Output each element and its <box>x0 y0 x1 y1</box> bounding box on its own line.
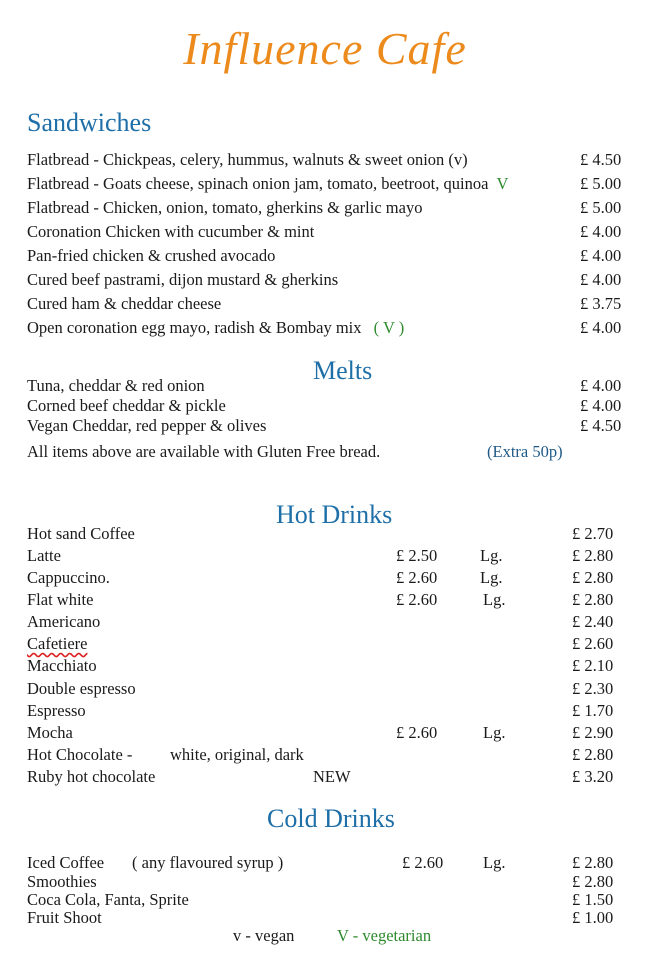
menu-item: Hot Chocolate - <box>27 745 133 764</box>
price: £ 5.00 <box>580 174 622 193</box>
section-heading-hot-drinks: Hot Drinks <box>276 500 393 529</box>
menu-item: Ruby hot chocolate <box>27 767 156 786</box>
price: £ 4.00 <box>580 376 622 395</box>
price: £ 2.60 <box>572 634 614 653</box>
menu-item: Espresso <box>27 701 86 720</box>
menu-item: Corned beef cheddar & pickle <box>27 396 226 415</box>
menu-item: Cafetiere <box>27 634 88 653</box>
menu-item: Flat white <box>27 590 94 609</box>
price: £ 3.75 <box>580 294 622 313</box>
menu-item: Pan-fried chicken & crushed avocado <box>27 246 276 265</box>
large-label: Lg. <box>483 590 506 609</box>
menu-item: Hot sand Coffee <box>27 524 135 543</box>
regular-price: £ 2.60 <box>396 723 438 742</box>
price: £ 2.80 <box>572 546 614 565</box>
legend-vegan: v - vegan <box>233 926 295 945</box>
price: £ 4.00 <box>580 318 622 337</box>
menu-item: Fruit Shoot <box>27 908 102 927</box>
price: £ 2.80 <box>572 872 614 891</box>
price: £ 1.50 <box>572 890 614 909</box>
section-heading-cold-drinks: Cold Drinks <box>267 804 395 833</box>
price: £ 4.00 <box>580 396 622 415</box>
price: £ 5.00 <box>580 198 622 217</box>
menu-item: Flatbread - Goats cheese, spinach onion jam, tomato, beetroot, quinoa V <box>27 174 509 193</box>
vegetarian-tag: ( V ) <box>373 318 405 337</box>
price: £ 1.70 <box>572 701 614 720</box>
price: £ 2.70 <box>572 524 614 543</box>
menu-item: Vegan Cheddar, red pepper & olives <box>27 416 267 435</box>
price: £ 4.00 <box>580 270 622 289</box>
gluten-free-extra: (Extra 50p) <box>487 442 563 461</box>
price: £ 2.80 <box>572 590 614 609</box>
regular-price: £ 2.50 <box>396 546 438 565</box>
gluten-free-note: All items above are available with Gluten Free bread. <box>27 442 381 461</box>
regular-price: £ 2.60 <box>402 853 444 872</box>
menu-item: Flatbread - Chickpeas, celery, hummus, walnuts & sweet onion (v) <box>27 150 468 169</box>
menu-item: Coca Cola, Fanta, Sprite <box>27 890 189 909</box>
price: £ 2.80 <box>572 568 614 587</box>
menu-item: Macchiato <box>27 656 97 675</box>
price: £ 3.20 <box>572 767 614 786</box>
menu-item: Flatbread - Chicken, onion, tomato, gherkins & garlic mayo <box>27 198 423 217</box>
new-badge: NEW <box>313 767 351 786</box>
cafe-title: Influence Cafe <box>183 23 467 74</box>
menu-item: Iced Coffee <box>27 853 105 872</box>
large-label: Lg. <box>480 568 503 587</box>
menu-item: Open coronation egg mayo, radish & Bombay mix ( V ) <box>27 318 405 337</box>
menu-item: Cured beef pastrami, dijon mustard & gherkins <box>27 270 339 289</box>
price: £ 4.00 <box>580 246 622 265</box>
regular-price: £ 2.60 <box>396 568 438 587</box>
large-label: Lg. <box>483 723 506 742</box>
price: £ 2.80 <box>572 745 614 764</box>
menu-item: Smoothies <box>27 872 97 891</box>
price: £ 4.50 <box>580 150 622 169</box>
price: £ 2.40 <box>572 612 614 631</box>
menu-item: Americano <box>27 612 101 631</box>
price: £ 2.90 <box>572 723 614 742</box>
price: £ 4.50 <box>580 416 622 435</box>
menu-item: Coronation Chicken with cucumber & mint <box>27 222 315 241</box>
vegetarian-tag: V <box>496 174 509 193</box>
regular-price: £ 2.60 <box>396 590 438 609</box>
price: £ 1.00 <box>572 908 614 927</box>
price: £ 2.80 <box>572 853 614 872</box>
large-label: Lg. <box>480 546 503 565</box>
price: £ 2.10 <box>572 656 614 675</box>
section-heading-melts: Melts <box>313 356 373 385</box>
menu-item: Cappuccino. <box>27 568 110 587</box>
item-variants: ( any flavoured syrup ) <box>132 853 284 872</box>
large-label: Lg. <box>483 853 506 872</box>
price: £ 4.00 <box>580 222 622 241</box>
menu-item: Cured ham & cheddar cheese <box>27 294 222 313</box>
menu-item: Tuna, cheddar & red onion <box>27 376 205 395</box>
item-variants: white, original, dark <box>170 745 304 764</box>
menu-item: Mocha <box>27 723 73 742</box>
menu-item: Latte <box>27 546 61 565</box>
section-heading-sandwiches: Sandwiches <box>27 108 152 137</box>
menu-item: Double espresso <box>27 679 136 698</box>
legend-vegetarian: V - vegetarian <box>337 926 432 945</box>
price: £ 2.30 <box>572 679 614 698</box>
